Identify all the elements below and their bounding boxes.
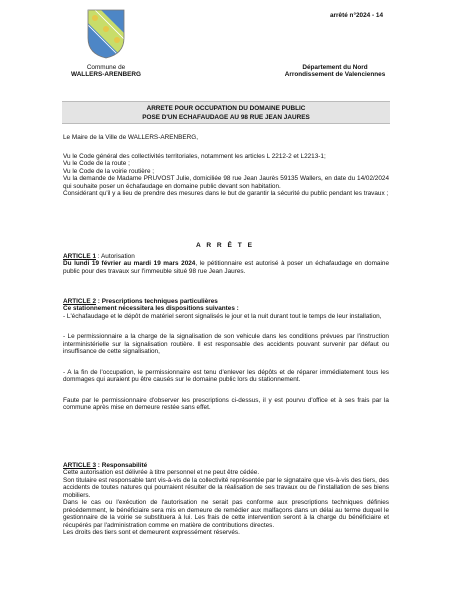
arrete-heading: A R R Ê T E — [195, 242, 255, 249]
coat-of-arms-logo — [86, 8, 126, 60]
article-1 — [63, 253, 389, 275]
commune-label: Commune de — [86, 64, 126, 71]
article-3-paragraph: Son titulaire est responsable tant vis-à-vis de la collectivité représentée par le signataire que vis-à-vis des tiers, des accidents de toutes natures qui pourraient résulter de la réalisation de ses travaux ou de l'installation de ses biens mobiliers. — [63, 476, 389, 499]
considerations-block — [63, 153, 389, 198]
article-3-title: ARTICLE 3 — [63, 462, 97, 469]
title-line-2: POSE D'UN ECHAFAUDAGE AU 98 RUE JEAN JAURES — [142, 114, 310, 121]
vu-item: Vu le Code de la route ; — [63, 160, 130, 168]
article-2-title: ARTICLE 2 — [63, 298, 97, 305]
arrondissement-name: Arrondissement de Valenciennes — [284, 71, 386, 79]
department-name: Département du Nord — [302, 64, 368, 71]
article-3-subtitle: : Responsabilité — [96, 462, 148, 469]
article-2-subtitle: : Prescriptions techniques particulières — [96, 298, 218, 305]
article-3-paragraph: Dans le cas ou l'exécution de l'autorisation ne serait pas conforme aux prescriptions techniques définies précédemment, le bénéficiaire sera mis en demeure de remédier aux malfaçons dans un délai au terme duquel le gestionnaire de la voirie se substituera à lui. Les frais de cette intervention seront à la charge du bénéficiaire et récupérés par l'administration comme en matière de contributions directes. — [63, 499, 389, 529]
article-2-item: - L'échafaudage et le dépôt de matériel seront signalisés le jour et la nuit durant tout le temps de leur installation, — [63, 312, 382, 320]
article-2-item: - A la fin de l'occupation, le permissionnaire est tenu d'enlever les dépôts et de réparer immédiatement tous les dommages qui auraient pu être causés sur le domaine public lors du stationnement. — [63, 368, 389, 384]
article-2-closing: Faute par le permissionnaire d'observer les prescriptions ci-dessus, il y est pourvu d'office et à ses frais par la commune après mise en demeure restée sans effet. — [63, 396, 389, 412]
article-1-dates: Du lundi 19 février au mardi 19 mars 2024 — [63, 260, 196, 268]
article-1-subtitle: : Autorisation — [96, 253, 135, 260]
vu-item: Vu le Code général des collectivités territoriales, notamment les articles L 2212-2 et L2213-1; — [63, 153, 326, 160]
article-1-text: , le pétitionnaire est autorisé à poser un échafaudage en domaine public pour des travaux sur l'immeuble situé 98 rue Jean Jaures. — [63, 260, 389, 275]
article-3 — [63, 462, 389, 537]
vu-item: Vu le Code de la voirie routière ; — [63, 167, 155, 175]
intro-line: Le Maire de la Ville de WALLERS-ARENBERG, — [63, 134, 198, 141]
article-2 — [63, 298, 389, 412]
vu-item: Vu la demande de Madame PRUVOST Julie, domiciliée 98 rue Jean Jaurès 59135 Wallers, en date du 14/02/2024 qui souhaite poser un échafaudage en domaine public devant son habitation. — [63, 175, 389, 190]
article-3-paragraph: Cette autorisation est délivrée à titre personnel et ne peut être cédée. — [63, 469, 260, 477]
vu-item: Considérant qu'il y a lieu de prendre des mesures dans le but de garantir la sécurité du public pendant les travaux ; — [63, 190, 389, 198]
article-3-paragraph: Les droits des tiers sont et demeurent expressément réservés. — [63, 529, 240, 537]
document-title-box — [62, 101, 390, 124]
article-2-intro: Ce stationnement nécessitera les dispositions suivantes : — [63, 305, 239, 313]
article-2-item: - Le permissionnaire a la charge de la signalisation de son vehicule dans les conditions prévues par l'instruction interministérielle sur la signalisation routière. Il est responsable des accidents pouvant survenir par défaut ou insuffisance de cette signalisation, — [63, 333, 389, 356]
title-line-1: ARRETE POUR OCCUPATION DU DOMAINE PUBLIC — [146, 105, 306, 112]
arrete-number: arrêté n°2024 - 14 — [330, 12, 384, 19]
article-1-title: ARTICLE 1 — [63, 253, 97, 260]
commune-name: WALLERS-ARENBERG — [71, 71, 141, 79]
